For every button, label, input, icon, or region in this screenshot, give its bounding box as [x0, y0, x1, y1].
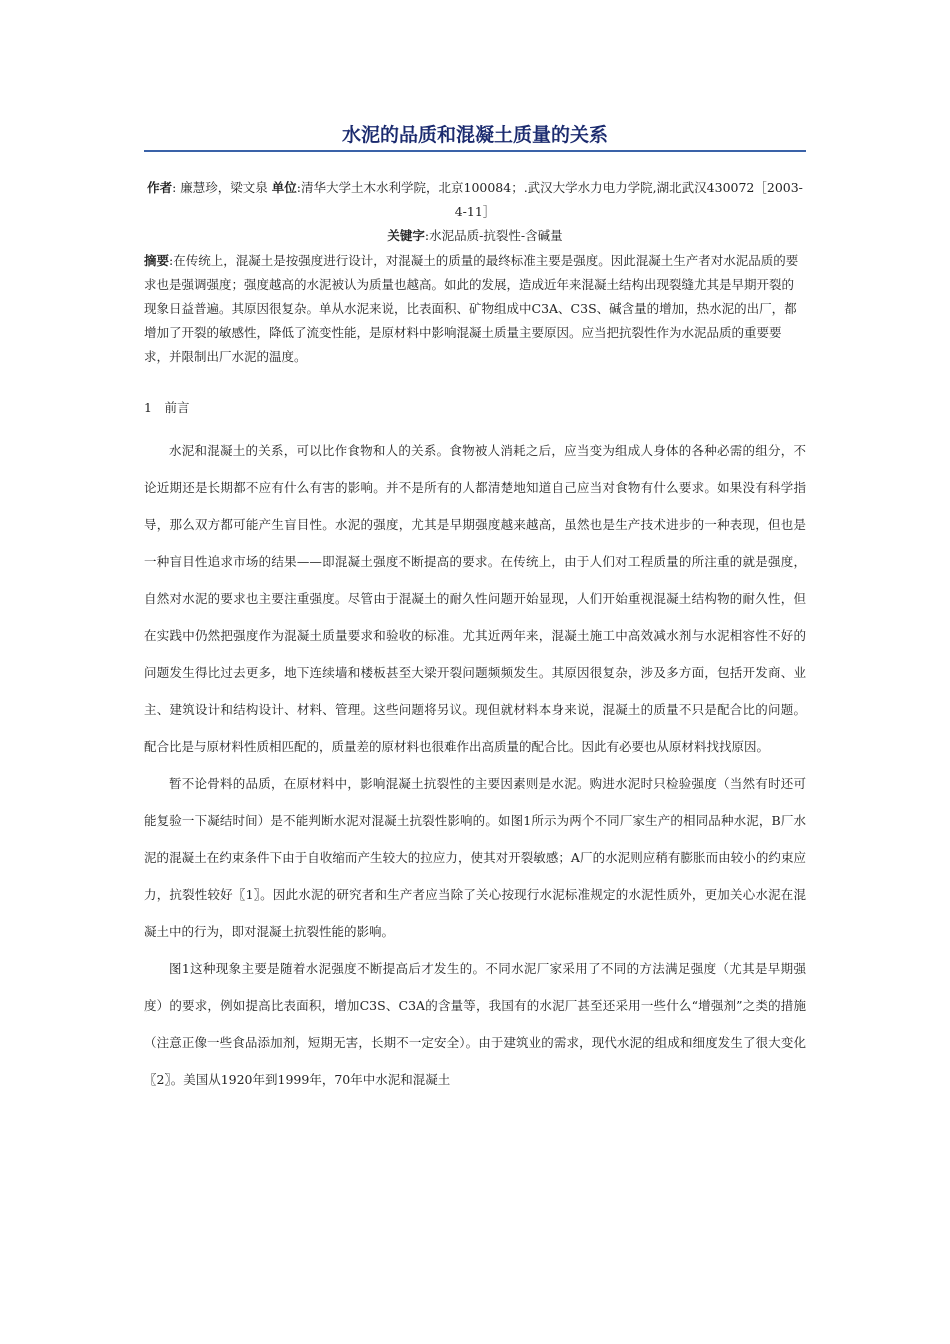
unit-text: :清华大学土木水利学院，北京100084；.武汉大学水力电力学院,湖北武汉430072［2003-4-11］ — [296, 180, 803, 219]
article-body — [144, 432, 806, 1098]
abstract — [144, 249, 806, 369]
author-label: 作者 — [147, 180, 173, 195]
article-meta — [144, 176, 806, 248]
author-names: : 廉慧珍，梁文泉 — [172, 180, 272, 195]
unit-label: 单位 — [271, 180, 297, 195]
body-paragraph: 暂不论骨料的品质，在原材料中，影响混凝土抗裂性的主要因素则是水泥。购进水泥时只检验强度（当然有时还可能复验一下凝结时间）是不能判断水泥对混凝土抗裂性影响的。如图1所示为两个不同厂家生产的相同品种水泥，B厂水泥的混凝土在约束条件下由于自收缩而产生较大的拉应力，使其对开裂敏感；A厂的水泥则应稍有膨胀而由较小的约束应力，抗裂性较好〖1〗。因此水泥的研究者和生产者应当除了关心按现行水泥标准规定的水泥性质外，更加关心水泥在混凝土中的行为，即对混凝土抗裂性能的影响。 — [144, 776, 806, 939]
author-line — [144, 176, 806, 224]
keywords-line — [144, 224, 806, 248]
body-paragraph: 水泥和混凝土的关系，可以比作食物和人的关系。食物被人消耗之后，应当变为组成人身体的各种必需的组分，不论近期还是长期都不应有什么有害的影响。并不是所有的人都清楚地知道自己应当对食物有什么要求。如果没有科学指导，那么双方都可能产生盲目性。水泥的强度，尤其是早期强度越来越高，虽然也是生产技术进步的一种表现，但也是一种盲目性追求市场的结果——即混凝土强度不断提高的要求。在传统上，由于人们对工程质量的所注重的就是强度，自然对水泥的要求也主要注重强度。尽管由于混凝土的耐久性问题开始显现，人们开始重视混凝土结构物的耐久性，但在实践中仍然把强度作为混凝土质量要求和验收的标准。尤其近两年来，混凝土施工中高效减水剂与水泥相容性不好的问题发生得比过去更多，地下连续墙和楼板甚至大梁开裂问题频频发生。其原因很复杂，涉及多方面，包括开发商、业主、建筑设计和结构设计、材料、管理。这些问题将另议。现但就材料本身来说，混凝土的质量不只是配合比的问题。配合比是与原材料性质相匹配的，质量差的原材料也很难作出高质量的配合比。因此有必要也从原材料找找原因。 — [144, 443, 806, 754]
section-heading: 1 前言 — [144, 400, 190, 415]
title-divider — [144, 150, 806, 152]
abstract-label: 摘要 — [144, 253, 170, 268]
body-paragraph: 图1这种现象主要是随着水泥强度不断提高后才发生的。不同水泥厂家采用了不同的方法满足强度（尤其是早期强度）的要求，例如提高比表面积，增加C3S、C3A的含量等，我国有的水泥厂甚至还采用一些什么“增强剂”之类的措施（注意正像一些食品添加剂，短期无害，长期不一定安全）。由于建筑业的需求，现代水泥的组成和细度发生了很大变化〖2〗。美国从1920年到1999年，70年中水泥和混凝土 — [144, 961, 806, 1087]
keywords-text: :水泥品质-抗裂性-含碱量 — [424, 228, 563, 243]
abstract-text: :在传统上，混凝土是按强度进行设计，对混凝土的质量的最终标准主要是强度。因此混凝土生产者对水泥品质的要求也是强调强度；强度越高的水泥被认为质量也越高。如此的发展，造成近年来混凝土结构出现裂缝尤其是早期开裂的现象日益普遍。其原因很复杂。单从水泥来说，比表面积、矿物组成中C3A、C3S、碱含量的增加，热水泥的出厂，都增加了开裂的敏感性，降低了流变性能，是原材料中影响混凝土质量主要原因。应当把抗裂性作为水泥品质的重要要求，并限制出厂水泥的温度。 — [144, 253, 799, 364]
keywords-label: 关键字 — [387, 228, 425, 243]
article-title: 水泥的品质和混凝土质量的关系 — [341, 124, 608, 146]
